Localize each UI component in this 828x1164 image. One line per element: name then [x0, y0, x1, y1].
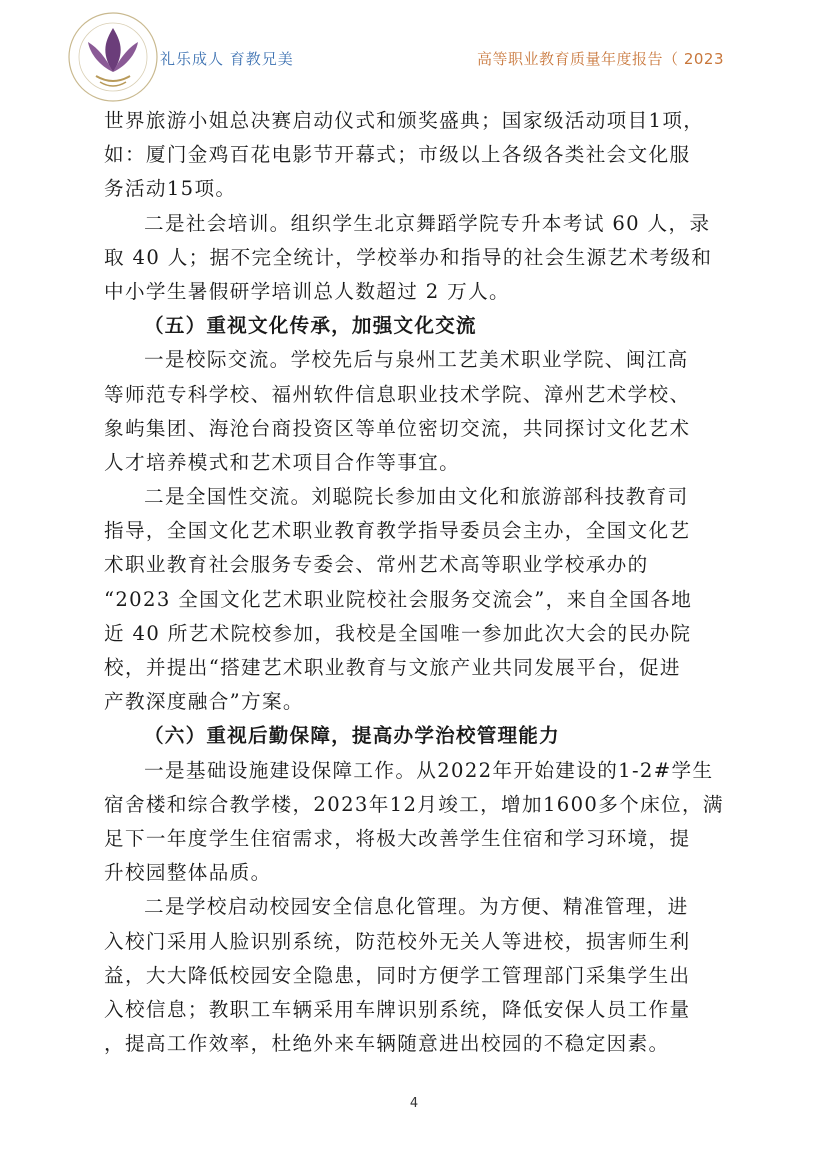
paragraph-line: ，提高工作效率，杜绝外来车辆随意进出校园的不稳定因素。	[104, 1032, 670, 1056]
paragraph-line: 宿舍楼和综合教学楼，2023年12月竣工，增加1600多个床位，满	[104, 792, 724, 816]
paragraph-line: 二是学校启动校园安全信息化管理。为方便、精准管理，进	[144, 895, 689, 919]
section-heading: （六）重视后勤保障，提高办学治校管理能力	[144, 724, 560, 748]
school-motto: 礼乐成人 育教兄美	[160, 50, 294, 68]
paragraph-line: 如：厦门金鸡百花电影节开幕式；市级以上各级各类社会文化服	[104, 143, 691, 167]
paragraph-line: 等师范专科学校、福州软件信息职业技术学院、漳州艺术学校、	[104, 382, 691, 406]
paragraph-line: 中小学生暑假研学培训总人数超过 2 万人。	[104, 279, 510, 303]
paragraph-line: 入校门采用人脸识别系统，防范校外无关人等进校，损害师生利	[104, 929, 691, 953]
document-body	[104, 104, 730, 1061]
paragraph-line: 二是社会培训。组织学生北京舞蹈学院专升本考试 60 人，录	[144, 211, 711, 235]
paragraph-line: 世界旅游小姐总决赛启动仪式和颁奖盛典；国家级活动项目1项，	[104, 109, 705, 132]
paragraph-line: “2023 全国文化艺术职业院校社会服务交流会”，来自全国各地	[104, 587, 693, 611]
paragraph-line: 入校信息；教职工车辆采用车牌识别系统，降低安保人员工作量	[104, 997, 691, 1021]
paragraph-line: 指导，全国文化艺术职业教育教学指导委员会主办，全国文化艺	[104, 519, 691, 543]
section-heading: （五）重视文化传承，加强文化交流	[144, 314, 477, 338]
paragraph-line: 足下一年度学生住宿需求，将极大改善学生住宿和学习环境，提	[104, 826, 691, 850]
paragraph-line: 校，并提出“搭建艺术职业教育与文旅产业共同发展平台，促进	[104, 656, 681, 679]
paragraph-line: 取 40 人；据不完全统计，学校举办和指导的社会生源艺术考级和	[104, 245, 713, 269]
school-logo-icon	[66, 10, 160, 104]
paragraph-line: 近 40 所艺术院校参加，我校是全国唯一参加此次大会的民办院	[104, 621, 692, 645]
paragraph-line: 产教深度融合”方案。	[104, 690, 304, 714]
paragraph-line: 升校园整体品质。	[104, 861, 272, 885]
paragraph-line: 象屿集团、海沧台商投资区等单位密切交流，共同探讨文化艺术	[104, 416, 691, 440]
paragraph-line: 益，大大降低校园安全隐患，同时方便学工管理部门采集学生出	[104, 963, 691, 987]
paragraph-line: 一是基础设施建设保障工作。从2022年开始建设的1-2#学生	[144, 758, 714, 782]
paragraph-line: 二是全国性交流。刘聪院长参加由文化和旅游部科技教育司	[144, 485, 689, 509]
paragraph-line: 人才培养模式和艺术项目合作等事宜。	[104, 450, 461, 474]
paragraph-line: 术职业教育社会服务专委会、常州艺术高等职业学校承办的	[104, 553, 649, 577]
paragraph-line: 一是校际交流。学校先后与泉州工艺美术职业学院、闽江高	[144, 348, 689, 372]
page-header	[0, 0, 828, 100]
page-number: 4	[409, 1096, 419, 1111]
paragraph-line: 务活动15项。	[104, 177, 237, 201]
report-title: 高等职业教育质量年度报告（ 2023	[477, 50, 724, 68]
